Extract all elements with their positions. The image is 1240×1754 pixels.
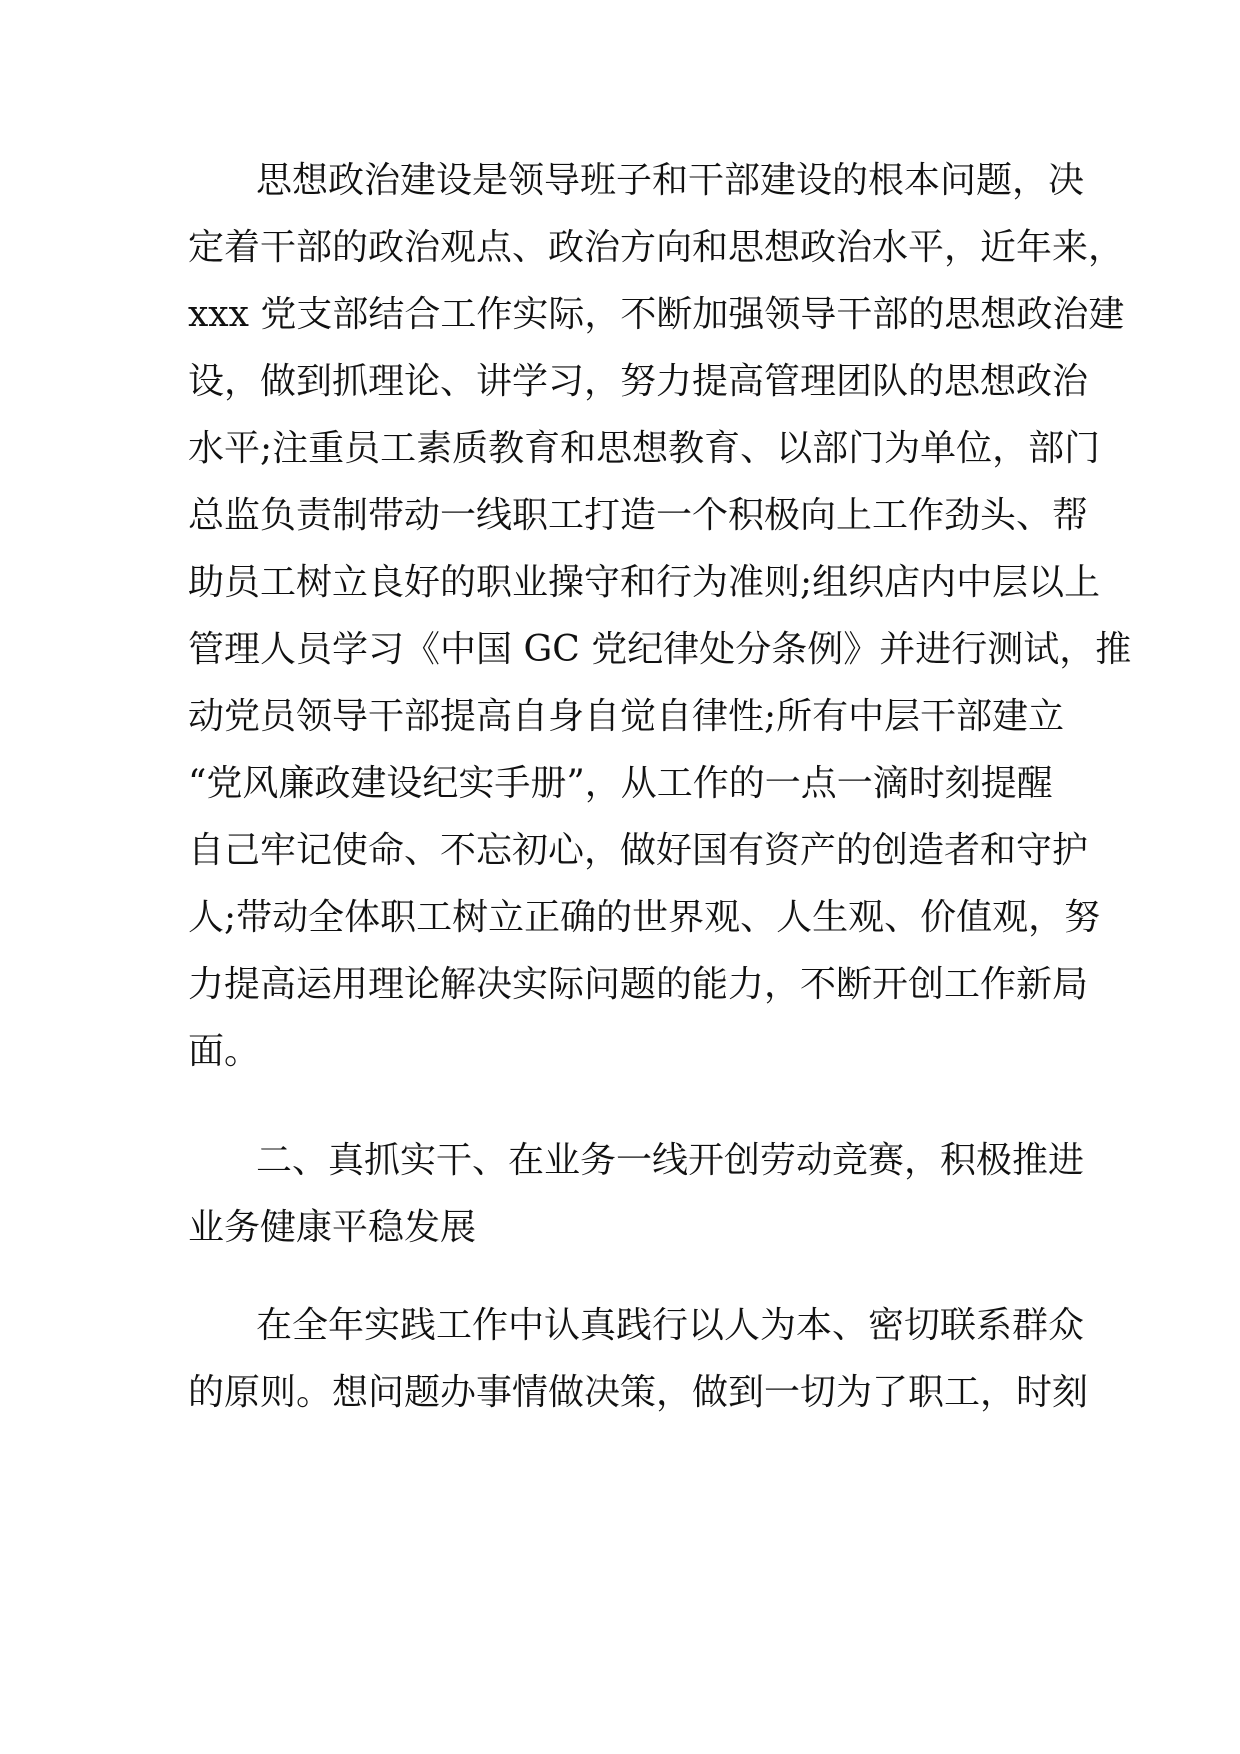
paragraph-line: 在全年实践工作中认真践行以人为本、密切联系群众: [256, 1305, 1085, 1346]
paragraph-line: 力提高运用理论解决实际问题的能力，不断开创工作新局: [188, 964, 1089, 1005]
paragraph-line: 水平;注重员工素质教育和思想教育、以部门为单位，部门: [188, 428, 1101, 469]
paragraph-line: 人;带动全体职工树立正确的世界观、人生观、价值观，努: [188, 897, 1101, 938]
paragraph-line: 动党员领导干部提高自身自觉自律性;所有中层干部建立: [188, 696, 1065, 737]
paragraph-line: “党风廉政建设纪实手册”，从工作的一点一滴时刻提醒: [188, 763, 1053, 804]
paragraph-line: 总监负责制带动一线职工打造一个积极向上工作劲头、帮: [188, 495, 1089, 536]
heading-line: 二、真抓实干、在业务一线开创劳动竞赛，积极推进: [256, 1140, 1085, 1181]
paragraph-line: 管理人员学习《中国 GC 党纪律处分条例》并进行测试，推: [188, 629, 1132, 670]
paragraph-line: xxx 党支部结合工作实际，不断加强领导干部的思想政治建: [188, 294, 1125, 335]
paragraph-line: 设，做到抓理论、讲学习，努力提高管理团队的思想政治: [188, 361, 1089, 402]
paragraph-line: 自己牢记使命、不忘初心，做好国有资产的创造者和守护: [188, 830, 1089, 871]
paragraph-line: 面。: [188, 1031, 261, 1072]
paragraph-line: 的原则。想问题办事情做决策，做到一切为了职工，时刻: [188, 1372, 1089, 1413]
paragraph-line: 助员工树立良好的职业操守和行为准则;组织店内中层以上: [188, 562, 1101, 603]
paragraph-line: 思想政治建设是领导班子和干部建设的根本问题，决: [256, 160, 1085, 201]
heading-line: 业务健康平稳发展: [188, 1207, 477, 1248]
paragraph-line: 定着干部的政治观点、政治方向和思想政治水平，近年来，: [188, 227, 1125, 268]
